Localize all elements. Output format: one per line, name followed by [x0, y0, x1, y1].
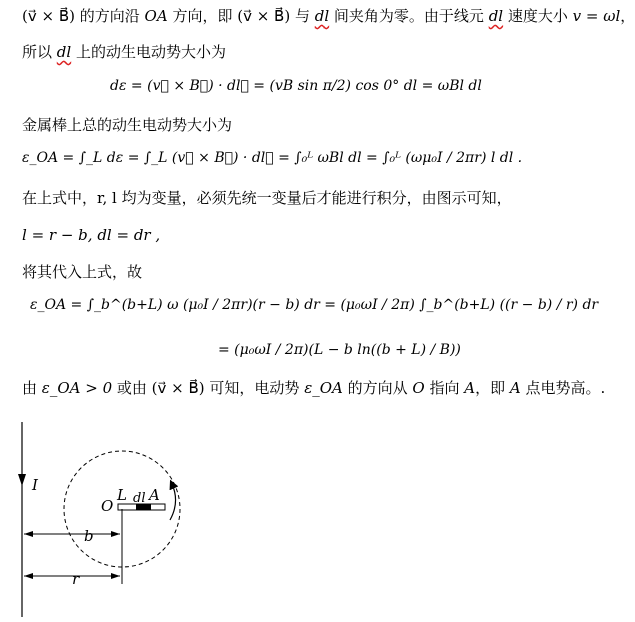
- vxb-expression: (v⃗ × B⃗): [151, 379, 205, 397]
- text-segment: 可知，电动势: [204, 379, 305, 397]
- equation-1: dε = (v⃗ × B⃗) · dl⃗ = (vB sin π/2) cos 0° dl = ωBl dl: [110, 78, 482, 94]
- text-segment: 间夹角为零。由于线元: [329, 7, 489, 25]
- figure-diagram: [0, 412, 599, 622]
- label-r: r: [72, 570, 80, 588]
- text-segment: 与: [290, 7, 315, 25]
- condition-expression: ε_OA > 0: [41, 379, 113, 397]
- text-segment: 由: [22, 379, 42, 397]
- label-dl: dl: [133, 491, 146, 506]
- label-o: O: [101, 497, 114, 515]
- equation-3: l = r − b, dl = dr ,: [22, 226, 161, 244]
- oa-symbol: OA: [144, 7, 168, 25]
- text-segment: 方向，即: [167, 7, 238, 25]
- a-symbol: A: [464, 379, 476, 397]
- text-line-6: [22, 378, 605, 398]
- current-arrow-icon: [18, 474, 26, 486]
- dimension-arrow-icon: [111, 573, 120, 579]
- dl-symbol: dl: [314, 7, 330, 25]
- text-segment: 上的动生电动势大小为: [71, 43, 226, 61]
- text-segment: 的方向从: [342, 379, 413, 397]
- text-line-4: 在上式中，r, l 均为变量，必须先统一变量后才能进行积分，由图示可知，: [22, 189, 512, 207]
- text-segment: 的方向沿: [74, 7, 145, 25]
- vxb-expression: (v⃗ × B⃗): [237, 7, 291, 25]
- label-a: A: [149, 486, 160, 504]
- dimension-arrow-icon: [111, 531, 120, 537]
- text-segment: 速度大小: [503, 7, 573, 25]
- current-label: I: [32, 476, 38, 494]
- text-line-1: [22, 6, 635, 26]
- text-line-2: [22, 42, 226, 62]
- velocity-expression: v = ωl: [572, 7, 621, 25]
- rotation-arrow-icon: [170, 484, 176, 520]
- equation-4b: = (μ₀ωI / 2π)(L − b ln((b + L) / B)): [218, 342, 461, 358]
- text-segment: 指向: [424, 379, 465, 397]
- dl-symbol: dl: [56, 43, 72, 61]
- text-line-3: 金属棒上总的动生电动势大小为: [22, 116, 233, 134]
- dl-symbol: dl: [488, 7, 504, 25]
- label-l: L: [117, 486, 127, 504]
- text-segment: 或由: [112, 379, 152, 397]
- text-segment: 点电势高。.: [520, 379, 606, 397]
- o-symbol: O: [412, 379, 425, 397]
- text-segment: 所以: [22, 43, 57, 61]
- a-symbol: A: [509, 379, 521, 397]
- equation-4a: ε_OA = ∫_b^(b+L) ω (μ₀I / 2πr)(r − b) dr = (μ₀ωI / 2π) ∫_b^(b+L) ((r − b) / r) dr: [30, 297, 599, 313]
- emf-symbol: ε_OA: [304, 379, 343, 397]
- dimension-arrow-icon: [24, 531, 33, 537]
- dimension-arrow-icon: [24, 573, 33, 579]
- text-segment: ，即: [475, 379, 510, 397]
- equation-2: ε_OA = ∫_L dε = ∫_L (v⃗ × B⃗) · dl⃗ = ∫₀ᴸ ωBl dl = ∫₀ᴸ (ωμ₀I / 2πr) l dl .: [22, 150, 523, 166]
- vxb-expression: (v⃗ × B⃗): [22, 7, 75, 25]
- text-segment: ，: [620, 7, 635, 25]
- label-b: b: [84, 527, 94, 545]
- text-line-5: 将其代入上式，故: [22, 263, 143, 281]
